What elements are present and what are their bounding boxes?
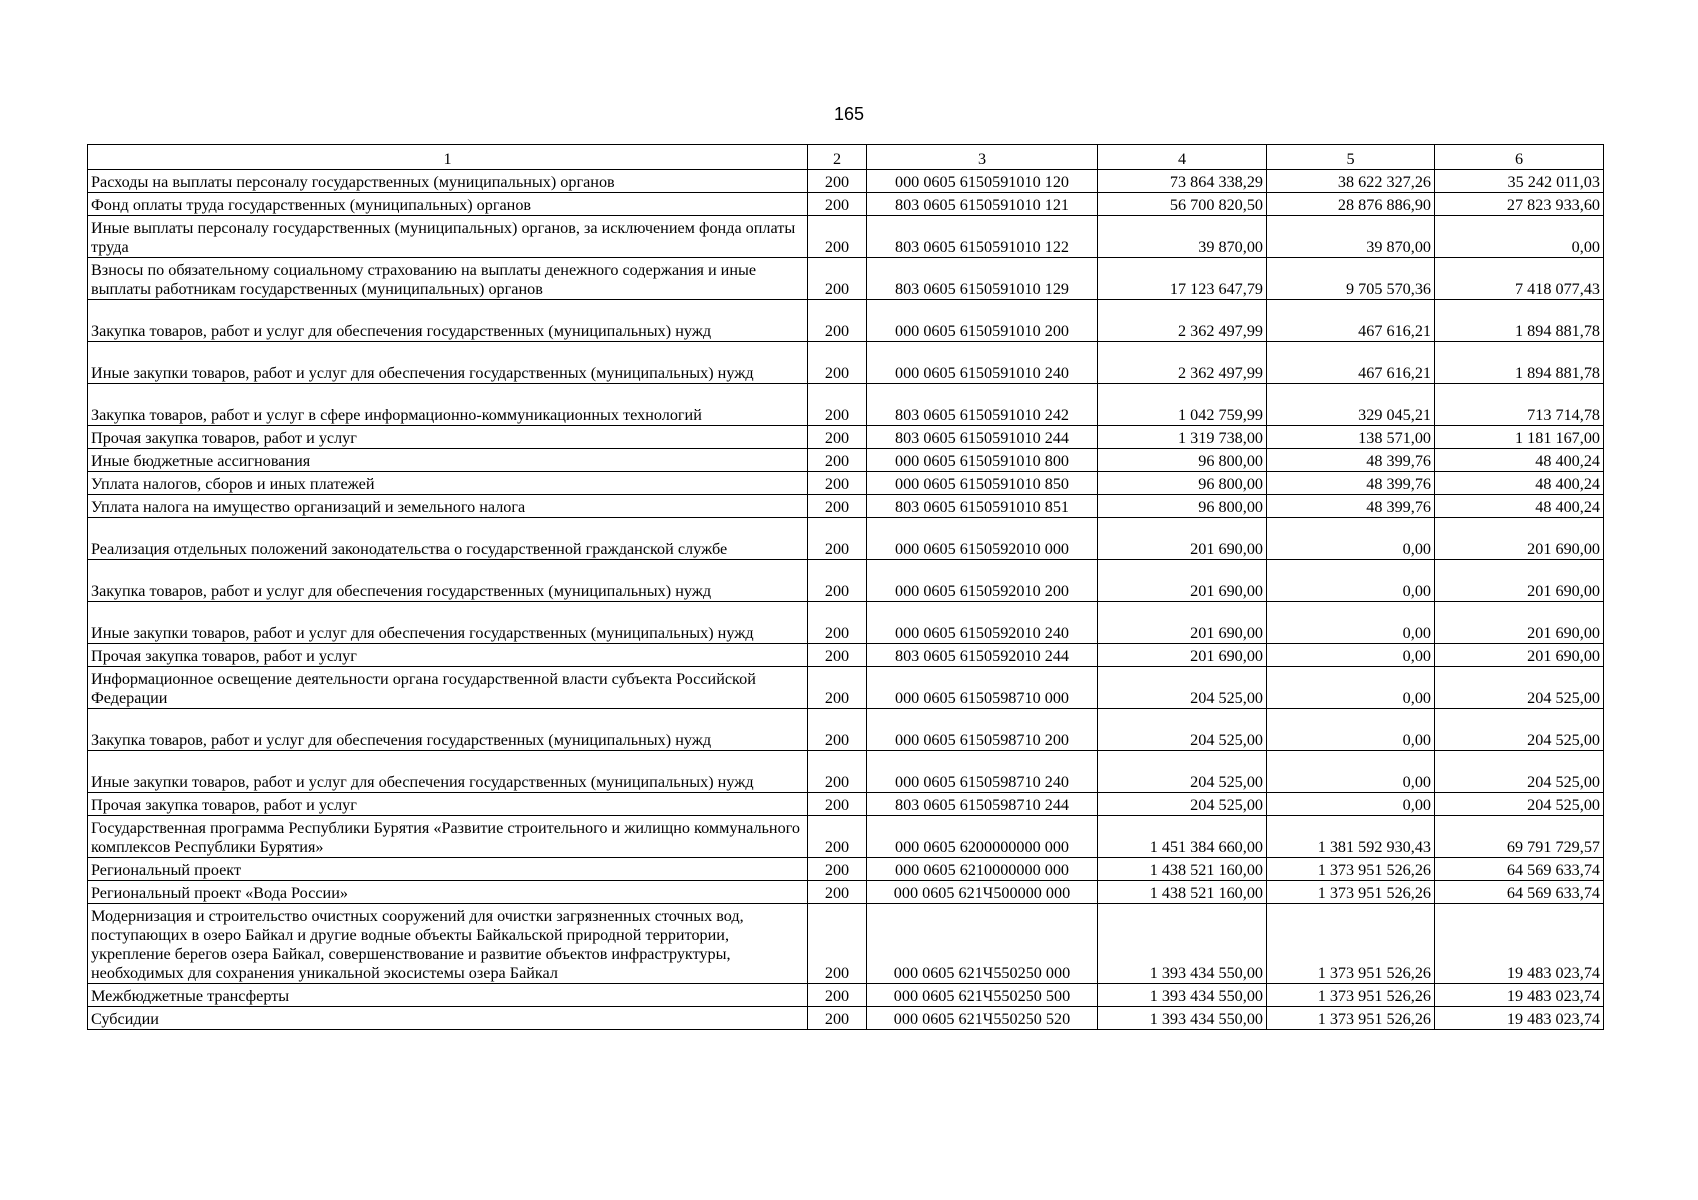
table-row: [88, 793, 1604, 816]
line-code-cell: 200: [808, 518, 867, 560]
budget-classification-code-cell: 000 0605 6210000000 000: [867, 858, 1098, 881]
row-name-cell: Модернизация и строительство очистных сооружений для очистки загрязненных сточных вод, поступающих в озеро Байкал и другие водные объекты Байкальской природной территории, укрепление берегов озера Байкал, совершенствование и развитие объектов инфраструктуры, необходимых для сохранения уникальной экосистемы озера Байкал: [88, 904, 808, 984]
row-name-cell: Государственная программа Республики Бурятия «Развитие строительного и жилищно коммунального комплексов Республики Бурятия»: [88, 816, 808, 858]
unexecuted-amount-cell: 1 894 881,78: [1435, 342, 1604, 384]
approved-amount-cell: 204 525,00: [1098, 667, 1267, 709]
approved-amount-cell: 73 864 338,29: [1098, 170, 1267, 193]
budget-classification-code-cell: 000 0605 6150591010 120: [867, 170, 1098, 193]
row-name-cell: Иные бюджетные ассигнования: [88, 449, 808, 472]
unexecuted-amount-cell: 201 690,00: [1435, 602, 1604, 644]
table-row: [88, 342, 1604, 384]
budget-classification-code-cell: 000 0605 6150592010 240: [867, 602, 1098, 644]
unexecuted-amount-cell: 48 400,24: [1435, 495, 1604, 518]
table-row: [88, 667, 1604, 709]
line-code-cell: 200: [808, 449, 867, 472]
executed-amount-cell: 0,00: [1267, 518, 1435, 560]
line-code-cell: 200: [808, 816, 867, 858]
line-code-cell: 200: [808, 216, 867, 258]
budget-classification-code-cell: 803 0605 6150591010 122: [867, 216, 1098, 258]
row-name-cell: Прочая закупка товаров, работ и услуг: [88, 644, 808, 667]
approved-amount-cell: 1 393 434 550,00: [1098, 1007, 1267, 1030]
unexecuted-amount-cell: 19 483 023,74: [1435, 984, 1604, 1007]
line-code-cell: 200: [808, 300, 867, 342]
table-row: [88, 170, 1604, 193]
unexecuted-amount-cell: 201 690,00: [1435, 644, 1604, 667]
table-row: [88, 904, 1604, 984]
budget-classification-code-cell: 803 0605 6150591010 242: [867, 384, 1098, 426]
approved-amount-cell: 96 800,00: [1098, 449, 1267, 472]
approved-amount-cell: 201 690,00: [1098, 602, 1267, 644]
budget-classification-code-cell: 803 0605 6150598710 244: [867, 793, 1098, 816]
table-row: [88, 426, 1604, 449]
row-name-cell: Уплата налогов, сборов и иных платежей: [88, 472, 808, 495]
row-name-cell: Закупка товаров, работ и услуг для обеспечения государственных (муниципальных) нужд: [88, 709, 808, 751]
table-row: [88, 709, 1604, 751]
unexecuted-amount-cell: 204 525,00: [1435, 709, 1604, 751]
row-name-cell: Закупка товаров, работ и услуг в сфере информационно-коммуникационных технологий: [88, 384, 808, 426]
approved-amount-cell: 201 690,00: [1098, 518, 1267, 560]
table-row: [88, 258, 1604, 300]
approved-amount-cell: 56 700 820,50: [1098, 193, 1267, 216]
budget-classification-code-cell: 000 0605 6150591010 200: [867, 300, 1098, 342]
line-code-cell: 200: [808, 170, 867, 193]
table-row: [88, 560, 1604, 602]
executed-amount-cell: 1 373 951 526,26: [1267, 881, 1435, 904]
executed-amount-cell: 48 399,76: [1267, 472, 1435, 495]
column-header: 5: [1267, 145, 1435, 170]
budget-classification-code-cell: 803 0605 6150591010 121: [867, 193, 1098, 216]
table-row: [88, 816, 1604, 858]
approved-amount-cell: 2 362 497,99: [1098, 300, 1267, 342]
approved-amount-cell: 17 123 647,79: [1098, 258, 1267, 300]
budget-classification-code-cell: 000 0605 6150591010 240: [867, 342, 1098, 384]
budget-classification-code-cell: 000 0605 6150598710 000: [867, 667, 1098, 709]
table-row: [88, 384, 1604, 426]
row-name-cell: Иные закупки товаров, работ и услуг для обеспечения государственных (муниципальных) нужд: [88, 751, 808, 793]
table-row: [88, 602, 1604, 644]
approved-amount-cell: 1 438 521 160,00: [1098, 858, 1267, 881]
table-row: [88, 1007, 1604, 1030]
budget-classification-code-cell: 000 0605 6200000000 000: [867, 816, 1098, 858]
column-header: 4: [1098, 145, 1267, 170]
line-code-cell: 200: [808, 193, 867, 216]
row-name-cell: Фонд оплаты труда государственных (муниципальных) органов: [88, 193, 808, 216]
executed-amount-cell: 0,00: [1267, 667, 1435, 709]
table-row: [88, 216, 1604, 258]
unexecuted-amount-cell: 64 569 633,74: [1435, 881, 1604, 904]
column-header: 3: [867, 145, 1098, 170]
unexecuted-amount-cell: 48 400,24: [1435, 449, 1604, 472]
line-code-cell: 200: [808, 751, 867, 793]
executed-amount-cell: 0,00: [1267, 644, 1435, 667]
line-code-cell: 200: [808, 472, 867, 495]
approved-amount-cell: 2 362 497,99: [1098, 342, 1267, 384]
line-code-cell: 200: [808, 709, 867, 751]
row-name-cell: Информационное освещение деятельности органа государственной власти субъекта Российской Федерации: [88, 667, 808, 709]
budget-classification-code-cell: 000 0605 6150592010 200: [867, 560, 1098, 602]
executed-amount-cell: 329 045,21: [1267, 384, 1435, 426]
row-name-cell: Региональный проект: [88, 858, 808, 881]
executed-amount-cell: 467 616,21: [1267, 300, 1435, 342]
unexecuted-amount-cell: 35 242 011,03: [1435, 170, 1604, 193]
executed-amount-cell: 9 705 570,36: [1267, 258, 1435, 300]
budget-classification-code-cell: 803 0605 6150591010 129: [867, 258, 1098, 300]
executed-amount-cell: 0,00: [1267, 560, 1435, 602]
budget-classification-code-cell: 000 0605 6150592010 000: [867, 518, 1098, 560]
row-name-cell: Субсидии: [88, 1007, 808, 1030]
line-code-cell: 200: [808, 560, 867, 602]
executed-amount-cell: 38 622 327,26: [1267, 170, 1435, 193]
line-code-cell: 200: [808, 667, 867, 709]
approved-amount-cell: 204 525,00: [1098, 709, 1267, 751]
unexecuted-amount-cell: 19 483 023,74: [1435, 904, 1604, 984]
line-code-cell: 200: [808, 1007, 867, 1030]
unexecuted-amount-cell: 201 690,00: [1435, 560, 1604, 602]
page-number: 165: [833, 104, 865, 124]
executed-amount-cell: 48 399,76: [1267, 495, 1435, 518]
line-code-cell: 200: [808, 793, 867, 816]
line-code-cell: 200: [808, 384, 867, 426]
approved-amount-cell: 1 451 384 660,00: [1098, 816, 1267, 858]
row-name-cell: Уплата налога на имущество организаций и земельного налога: [88, 495, 808, 518]
row-name-cell: Иные выплаты персоналу государственных (муниципальных) органов, за исключением фонда оплаты труда: [88, 216, 808, 258]
unexecuted-amount-cell: 1 181 167,00: [1435, 426, 1604, 449]
executed-amount-cell: 39 870,00: [1267, 216, 1435, 258]
column-header: 1: [88, 145, 808, 170]
unexecuted-amount-cell: 1 894 881,78: [1435, 300, 1604, 342]
executed-amount-cell: 0,00: [1267, 709, 1435, 751]
line-code-cell: 200: [808, 426, 867, 449]
approved-amount-cell: 1 438 521 160,00: [1098, 881, 1267, 904]
row-name-cell: Прочая закупка товаров, работ и услуг: [88, 426, 808, 449]
line-code-cell: 200: [808, 644, 867, 667]
unexecuted-amount-cell: 19 483 023,74: [1435, 1007, 1604, 1030]
executed-amount-cell: 0,00: [1267, 793, 1435, 816]
executed-amount-cell: 1 373 951 526,26: [1267, 984, 1435, 1007]
row-name-cell: Закупка товаров, работ и услуг для обеспечения государственных (муниципальных) нужд: [88, 300, 808, 342]
line-code-cell: 200: [808, 602, 867, 644]
table-row: [88, 518, 1604, 560]
executed-amount-cell: 28 876 886,90: [1267, 193, 1435, 216]
approved-amount-cell: 96 800,00: [1098, 472, 1267, 495]
unexecuted-amount-cell: 64 569 633,74: [1435, 858, 1604, 881]
line-code-cell: 200: [808, 342, 867, 384]
table-row: [88, 984, 1604, 1007]
line-code-cell: 200: [808, 904, 867, 984]
budget-table: [87, 144, 1604, 1030]
unexecuted-amount-cell: 48 400,24: [1435, 472, 1604, 495]
approved-amount-cell: 96 800,00: [1098, 495, 1267, 518]
row-name-cell: Региональный проект «Вода России»: [88, 881, 808, 904]
table-row: [88, 193, 1604, 216]
approved-amount-cell: 201 690,00: [1098, 560, 1267, 602]
row-name-cell: Взносы по обязательному социальному страхованию на выплаты денежного содержания и иные выплаты работникам государственных (муниципальных) органов: [88, 258, 808, 300]
executed-amount-cell: 1 381 592 930,43: [1267, 816, 1435, 858]
approved-amount-cell: 201 690,00: [1098, 644, 1267, 667]
unexecuted-amount-cell: 7 418 077,43: [1435, 258, 1604, 300]
column-header: 2: [808, 145, 867, 170]
approved-amount-cell: 1 319 738,00: [1098, 426, 1267, 449]
line-code-cell: 200: [808, 495, 867, 518]
budget-classification-code-cell: 000 0605 621Ч550250 520: [867, 1007, 1098, 1030]
unexecuted-amount-cell: 204 525,00: [1435, 793, 1604, 816]
budget-classification-code-cell: 803 0605 6150591010 244: [867, 426, 1098, 449]
table-row: [88, 472, 1604, 495]
header-row: [88, 145, 1604, 170]
line-code-cell: 200: [808, 984, 867, 1007]
column-header: 6: [1435, 145, 1604, 170]
line-code-cell: 200: [808, 258, 867, 300]
row-name-cell: Иные закупки товаров, работ и услуг для обеспечения государственных (муниципальных) нужд: [88, 602, 808, 644]
budget-classification-code-cell: 803 0605 6150592010 244: [867, 644, 1098, 667]
approved-amount-cell: 204 525,00: [1098, 751, 1267, 793]
budget-classification-code-cell: 000 0605 6150591010 800: [867, 449, 1098, 472]
budget-classification-code-cell: 000 0605 6150598710 200: [867, 709, 1098, 751]
executed-amount-cell: 0,00: [1267, 602, 1435, 644]
table-row: [88, 751, 1604, 793]
row-name-cell: Реализация отдельных положений законодательства о государственной гражданской службе: [88, 518, 808, 560]
unexecuted-amount-cell: 27 823 933,60: [1435, 193, 1604, 216]
executed-amount-cell: 0,00: [1267, 751, 1435, 793]
approved-amount-cell: 1 042 759,99: [1098, 384, 1267, 426]
unexecuted-amount-cell: 713 714,78: [1435, 384, 1604, 426]
unexecuted-amount-cell: 0,00: [1435, 216, 1604, 258]
executed-amount-cell: 1 373 951 526,26: [1267, 858, 1435, 881]
row-name-cell: Иные закупки товаров, работ и услуг для обеспечения государственных (муниципальных) нужд: [88, 342, 808, 384]
executed-amount-cell: 138 571,00: [1267, 426, 1435, 449]
approved-amount-cell: 1 393 434 550,00: [1098, 904, 1267, 984]
row-name-cell: Закупка товаров, работ и услуг для обеспечения государственных (муниципальных) нужд: [88, 560, 808, 602]
budget-classification-code-cell: 803 0605 6150591010 851: [867, 495, 1098, 518]
approved-amount-cell: 39 870,00: [1098, 216, 1267, 258]
line-code-cell: 200: [808, 881, 867, 904]
executed-amount-cell: 48 399,76: [1267, 449, 1435, 472]
budget-classification-code-cell: 000 0605 6150598710 240: [867, 751, 1098, 793]
table-row: [88, 644, 1604, 667]
row-name-cell: Расходы на выплаты персоналу государственных (муниципальных) органов: [88, 170, 808, 193]
table-row: [88, 449, 1604, 472]
table-row: [88, 881, 1604, 904]
executed-amount-cell: 1 373 951 526,26: [1267, 904, 1435, 984]
unexecuted-amount-cell: 69 791 729,57: [1435, 816, 1604, 858]
approved-amount-cell: 204 525,00: [1098, 793, 1267, 816]
row-name-cell: Межбюджетные трансферты: [88, 984, 808, 1007]
row-name-cell: Прочая закупка товаров, работ и услуг: [88, 793, 808, 816]
unexecuted-amount-cell: 204 525,00: [1435, 751, 1604, 793]
budget-classification-code-cell: 000 0605 621Ч550250 000: [867, 904, 1098, 984]
table-row: [88, 495, 1604, 518]
budget-classification-code-cell: 000 0605 6150591010 850: [867, 472, 1098, 495]
budget-classification-code-cell: 000 0605 621Ч550250 500: [867, 984, 1098, 1007]
budget-classification-code-cell: 000 0605 621Ч500000 000: [867, 881, 1098, 904]
executed-amount-cell: 1 373 951 526,26: [1267, 1007, 1435, 1030]
unexecuted-amount-cell: 201 690,00: [1435, 518, 1604, 560]
table-row: [88, 300, 1604, 342]
executed-amount-cell: 467 616,21: [1267, 342, 1435, 384]
line-code-cell: 200: [808, 858, 867, 881]
table-row: [88, 858, 1604, 881]
approved-amount-cell: 1 393 434 550,00: [1098, 984, 1267, 1007]
unexecuted-amount-cell: 204 525,00: [1435, 667, 1604, 709]
